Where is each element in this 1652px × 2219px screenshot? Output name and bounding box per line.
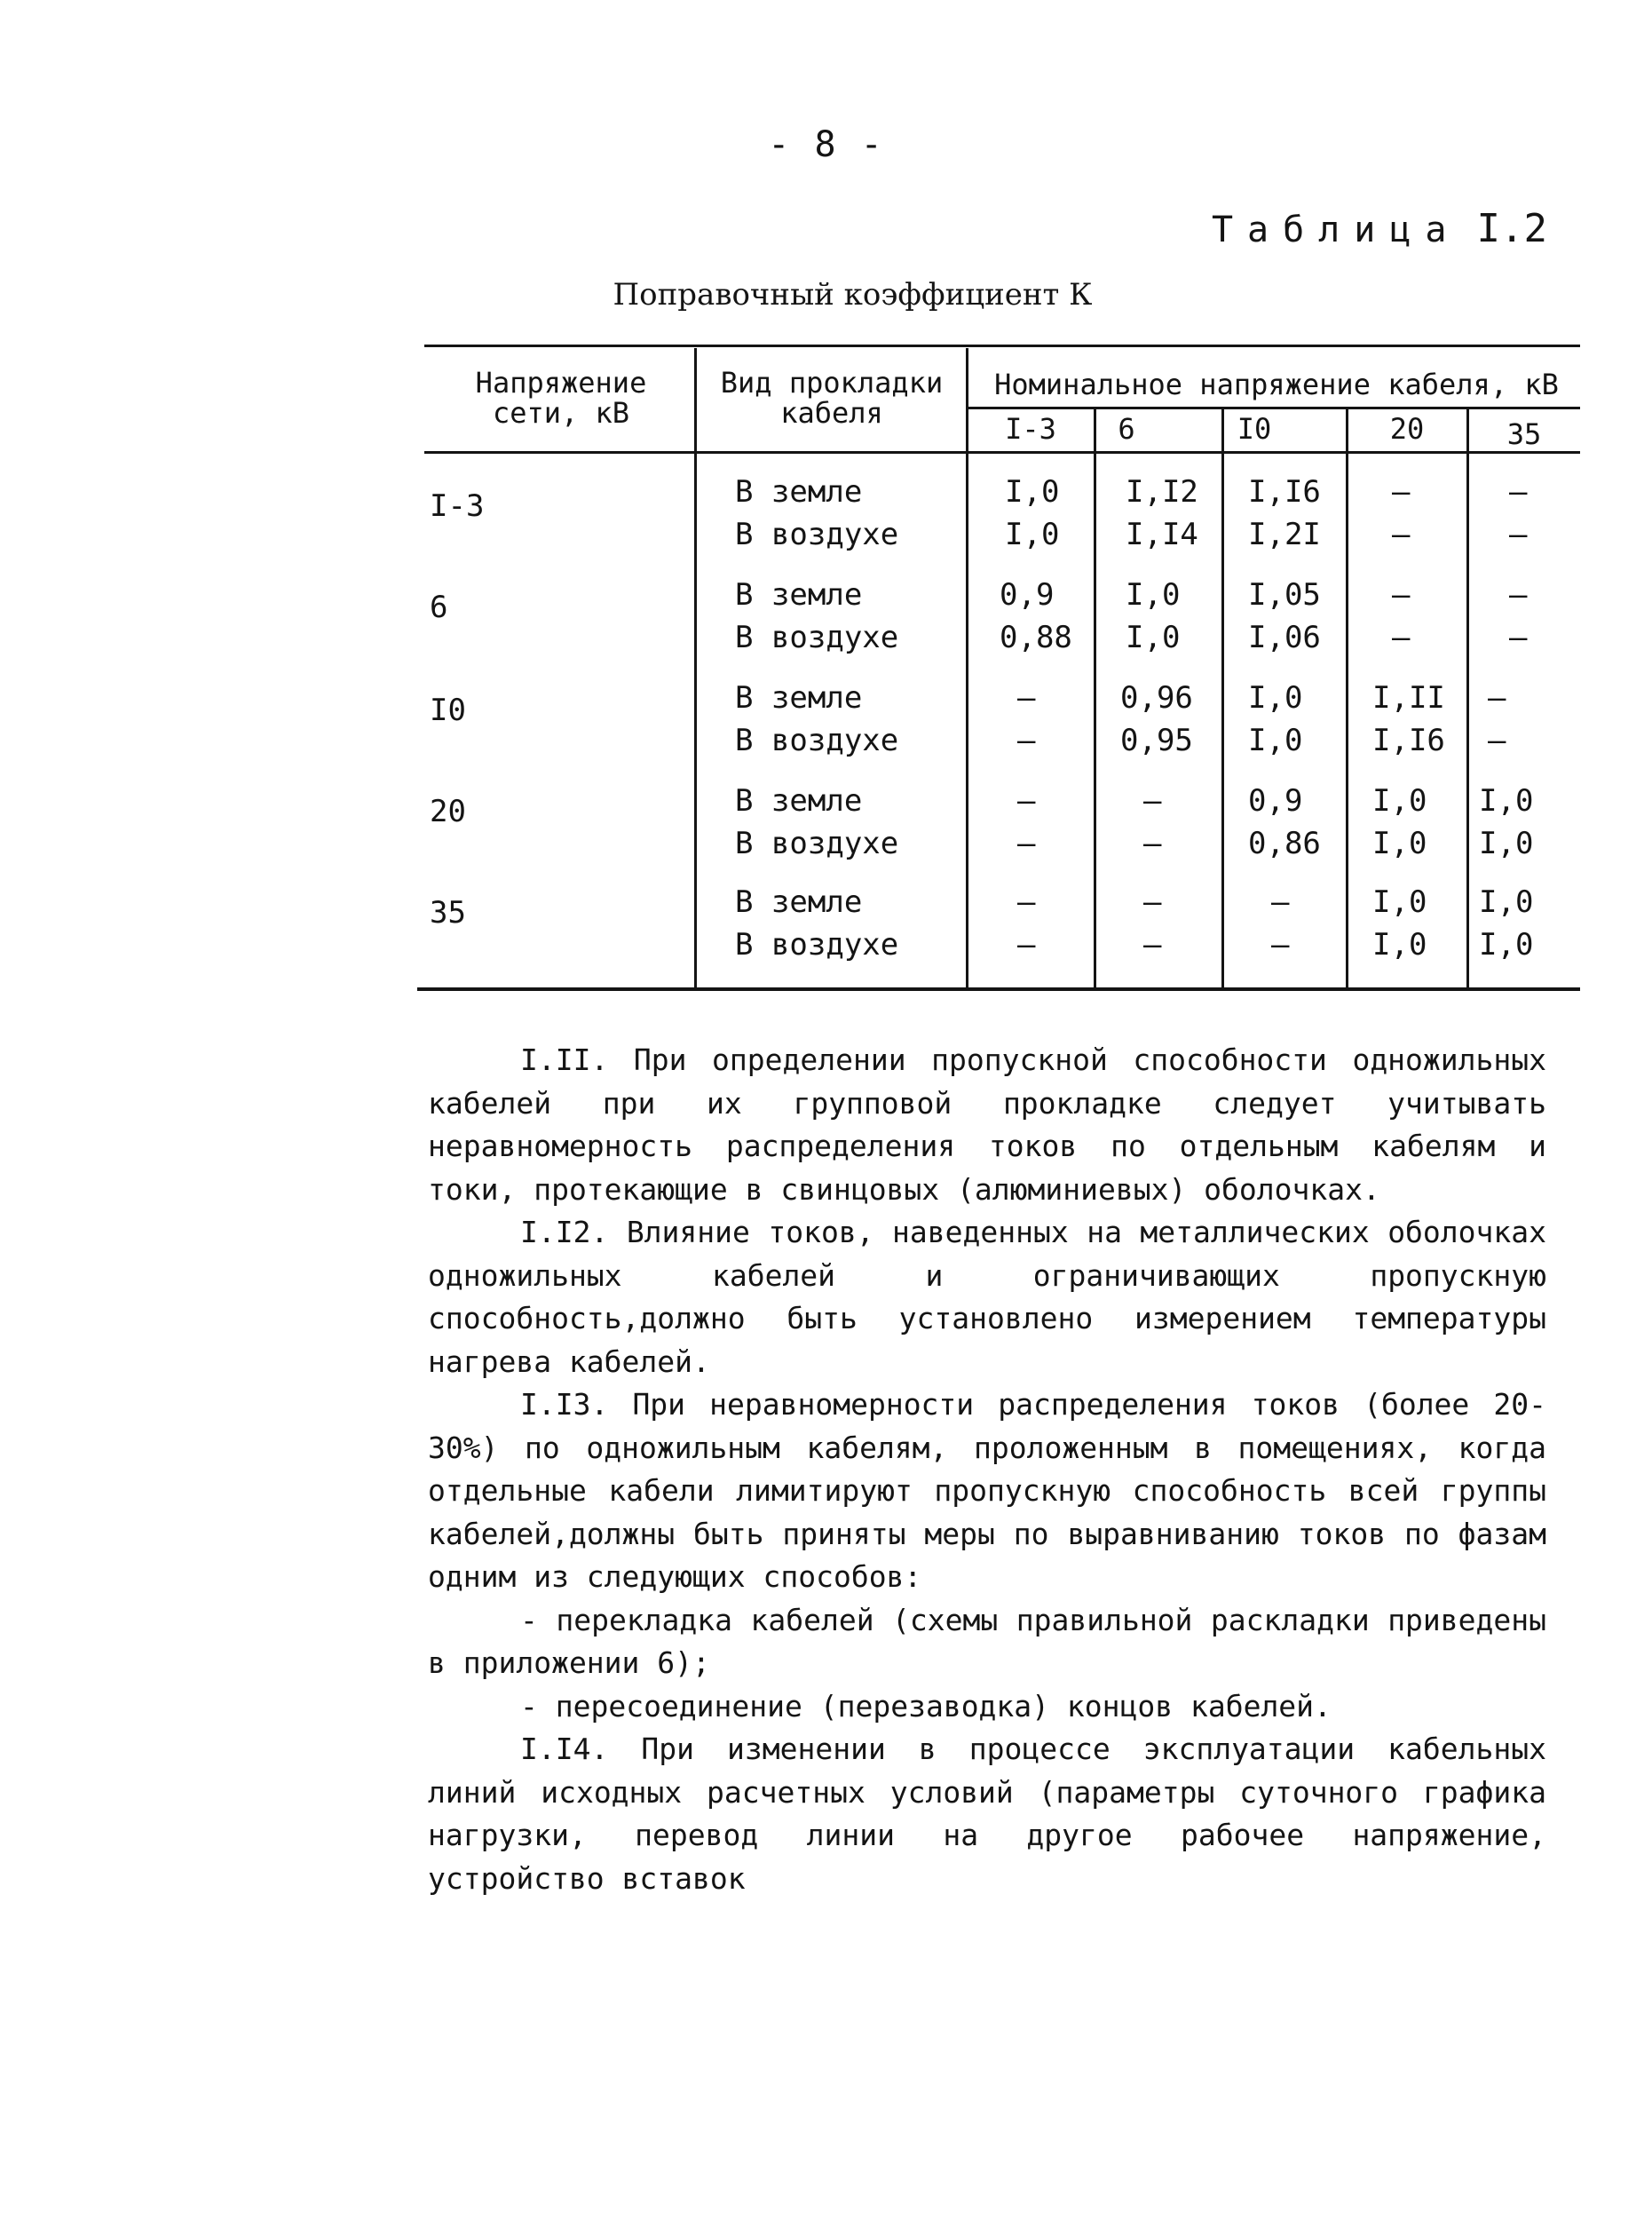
voltage-label: 20	[430, 794, 466, 829]
table-cell: –	[1143, 783, 1162, 819]
table-cell: 0,95	[1120, 723, 1193, 758]
table-cell: I,0	[1479, 783, 1534, 819]
table-cell: I,0	[1126, 577, 1181, 613]
laying-type: В земле	[735, 474, 863, 510]
header-nominal: Номинальное напряжение кабеля, кВ	[994, 368, 1559, 401]
table-cell: I,0	[1479, 826, 1534, 861]
table-bottom-rule	[417, 987, 1580, 991]
table-cell: I,06	[1248, 620, 1321, 655]
paragraph-1-11: I.II. При определении пропускной способности одножильных кабелей при их групповой прокладке следует учитывать неравномерность распределения токов по отдельным кабелям и токи, протекающие в свинцовых (алюминиевых) оболочках.	[428, 1042, 1546, 1207]
table-cell: –	[1143, 826, 1162, 861]
table-cell: I,II	[1372, 680, 1445, 716]
table-cell: –	[1509, 517, 1528, 552]
table-label	[1212, 206, 1547, 251]
table-cell: –	[1017, 826, 1036, 861]
laying-type: В воздухе	[735, 927, 899, 963]
table-cell: I,0	[1372, 927, 1427, 963]
sub-header-5: 35	[1506, 417, 1542, 451]
header-bottom-rule	[424, 451, 1580, 454]
voltage-label: I0	[430, 693, 466, 728]
table-cell: I,0	[1005, 474, 1060, 510]
table-label-number: I.2	[1476, 206, 1547, 251]
table-cell: I,0	[1248, 680, 1303, 716]
paragraph-list-item-1: - перекладка кабелей (схемы правильной раскладки приведены в приложении 6);	[428, 1602, 1546, 1680]
table-cell: I,0	[1479, 927, 1534, 963]
table-cell: –	[1017, 927, 1036, 963]
table-cell: I,0	[1372, 884, 1427, 920]
laying-type: В земле	[735, 783, 863, 819]
col-divider-4	[1221, 408, 1224, 987]
table-cell: 0,9	[1000, 577, 1055, 613]
col-divider-3	[1094, 408, 1096, 987]
page-number: - 8 -	[768, 124, 884, 165]
table-cell: 0,86	[1248, 826, 1321, 861]
table-top-rule	[424, 345, 1580, 347]
header-voltage: Напряжение сети, кВ	[475, 366, 647, 430]
table-cell: I,0	[1372, 826, 1427, 861]
table-cell: I,0	[1005, 517, 1060, 552]
laying-type: В воздухе	[735, 517, 899, 552]
col-divider-2	[966, 348, 968, 987]
table-cell: –	[1143, 884, 1162, 920]
table-cell: –	[1488, 723, 1506, 758]
table-cell: I,0	[1372, 783, 1427, 819]
table-cell: –	[1017, 680, 1036, 716]
table-caption: Поправочный коэффициент К	[613, 277, 1093, 313]
table-cell: –	[1017, 884, 1036, 920]
col-divider-6	[1466, 408, 1469, 987]
table-cell: –	[1392, 577, 1411, 613]
correction-factor-table	[417, 345, 1580, 991]
table-cell: I,I2	[1126, 474, 1198, 510]
paragraph-list-item-2: - пересоединение (перезаводка) концов кабелей.	[520, 1688, 1332, 1724]
table-cell: I,I4	[1126, 517, 1198, 552]
table-cell: –	[1392, 474, 1411, 510]
laying-type: В воздухе	[735, 826, 899, 861]
voltage-label: I-3	[430, 488, 485, 524]
laying-type: В земле	[735, 884, 863, 920]
header-laying: Вид прокладки кабеля	[720, 366, 944, 430]
table-label-word: Таблица	[1211, 210, 1461, 250]
table-cell: I,I6	[1372, 723, 1445, 758]
col-divider-1	[694, 348, 697, 987]
table-cell: –	[1271, 884, 1290, 920]
sub-header-3: I0	[1237, 412, 1272, 446]
table-cell: 0,88	[1000, 620, 1072, 655]
table-cell: –	[1509, 577, 1528, 613]
sub-header-1: I-3	[1005, 412, 1056, 446]
laying-type: В воздухе	[735, 620, 899, 655]
table-cell: –	[1392, 517, 1411, 552]
table-cell: I,0	[1126, 620, 1181, 655]
sub-header-4: 20	[1389, 412, 1425, 446]
table-cell: 0,9	[1248, 783, 1303, 819]
table-cell: 0,96	[1120, 680, 1193, 716]
table-cell: –	[1271, 927, 1290, 963]
table-cell: –	[1488, 680, 1506, 716]
table-cell: I,0	[1248, 723, 1303, 758]
table-cell: –	[1392, 620, 1411, 655]
table-cell: I,I6	[1248, 474, 1321, 510]
table-cell: I,2I	[1248, 517, 1321, 552]
laying-type: В воздухе	[735, 723, 899, 758]
table-cell: –	[1509, 620, 1528, 655]
laying-type: В земле	[735, 680, 863, 716]
table-cell: –	[1017, 783, 1036, 819]
paragraph-1-12: I.I2. Влияние токов, наведенных на металлических оболочках одножильных кабелей и ограничивающих пропускную способность,должно быть установлено измерением температуры нагрева кабелей.	[428, 1215, 1546, 1379]
paragraph-1-14: I.I4. При изменении в процессе эксплуатации кабельных линий исходных расчетных условий (параметры суточного графика нагрузки, перевод линии на другое рабочее напряжение, устройство вставок	[428, 1732, 1546, 1896]
laying-type: В земле	[735, 577, 863, 613]
table-cell: –	[1143, 927, 1162, 963]
header-sub-rule	[968, 407, 1580, 409]
table-cell: –	[1509, 474, 1528, 510]
col-divider-5	[1346, 408, 1348, 987]
sub-header-2: 6	[1118, 412, 1135, 446]
paragraph-1-13: I.I3. При неравномерности распределения токов (более 20-30%) по одножильным кабелям, проложенным в помещениях, когда отдельные кабели лимитируют пропускную способность всей группы кабелей,должны быть приняты меры по выравниванию токов по фазам одним из следующих способов:	[428, 1387, 1546, 1594]
voltage-label: 35	[430, 895, 466, 931]
body-text	[428, 1039, 1546, 1900]
table-cell: I,0	[1479, 884, 1534, 920]
table-cell: I,05	[1248, 577, 1321, 613]
table-cell: –	[1017, 723, 1036, 758]
voltage-label: 6	[430, 590, 448, 625]
